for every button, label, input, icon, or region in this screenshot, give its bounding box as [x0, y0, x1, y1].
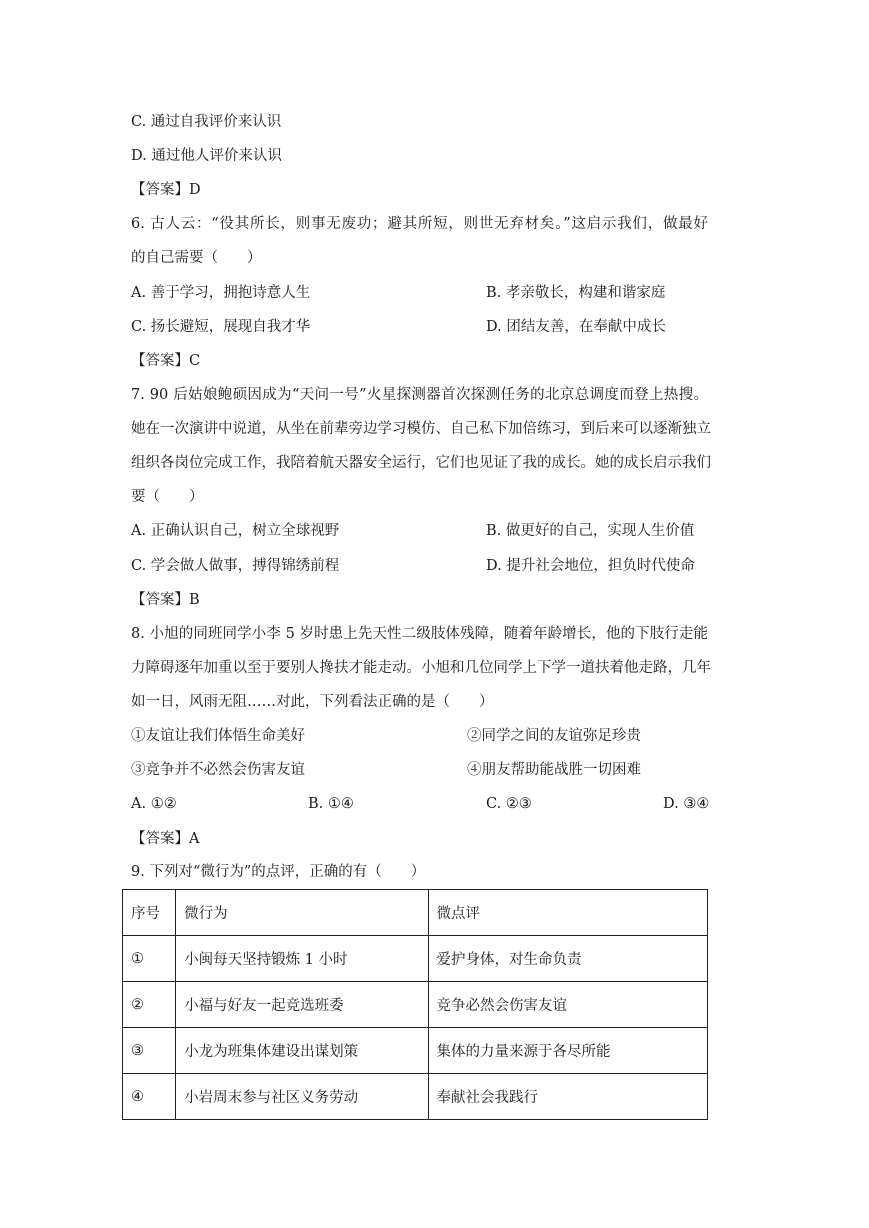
q8-answer: 【答案】A: [131, 831, 200, 847]
table-header-cell: 微行为: [176, 890, 428, 936]
q8-option-d: D. ③④: [663, 796, 710, 812]
q7-stem-line4: 要（ ）: [131, 489, 204, 505]
table-cell: 爱护身体，对生命负责: [428, 936, 708, 982]
q8-statement-4: ④朋友帮助能战胜一切困难: [467, 762, 641, 778]
q7-option-b: B. 做更好的自己，实现人生价值: [486, 523, 695, 539]
q8-stem-line3: 如一日，风雨无阻……对此，下列看法正确的是（ ）: [131, 694, 494, 710]
table-cell: 奉献社会我践行: [428, 1074, 708, 1120]
table-row: [123, 1074, 708, 1120]
table-cell: ②: [123, 982, 176, 1028]
q8-statement-3: ③竞争并不必然会伤害友谊: [131, 762, 305, 778]
table-cell: 小岩周末参与社区义务劳动: [176, 1074, 428, 1120]
q8-stem-line1: 8. 小旭的同班同学小李 5 岁时患上先天性二级肢体残障，随着年龄增长，他的下肢行走能: [131, 626, 708, 642]
table-header-row: [123, 890, 708, 936]
table-cell: 集体的力量来源于各尽所能: [428, 1028, 708, 1074]
table-cell: ①: [123, 936, 176, 982]
table-header-cell: 微点评: [428, 890, 708, 936]
q5-option-c: C. 通过自我评价来认识: [131, 114, 282, 130]
q6-option-b: B. 孝亲敬长，构建和谐家庭: [486, 285, 666, 301]
q8-statement-1: ①友谊让我们体悟生命美好: [131, 728, 305, 744]
q7-option-d: D. 提升社会地位，担负时代使命: [486, 558, 695, 574]
table-row: [123, 982, 708, 1028]
table-cell: ④: [123, 1074, 176, 1120]
table-cell: 小龙为班集体建设出谋划策: [176, 1028, 428, 1074]
q7-stem-line2: 她在一次演讲中说道，从坐在前辈旁边学习模仿、自己私下加倍练习，到后来可以逐渐独立: [131, 421, 711, 437]
q7-stem-line1: 7. 90 后姑娘鲍硕因成为“天问一号”火星探测器首次探测任务的北京总调度而登上热搜。: [131, 387, 708, 403]
q6-answer: 【答案】C: [131, 353, 201, 369]
q5-option-d: D. 通过他人评价来认识: [131, 148, 282, 164]
table-row: [123, 1028, 708, 1074]
q7-option-c: C. 学会做人做事，搏得锦绣前程: [131, 558, 340, 574]
table-cell: 小福与好友一起竞选班委: [176, 982, 428, 1028]
table-cell: ③: [123, 1028, 176, 1074]
table-header-cell: 序号: [123, 890, 176, 936]
q7-stem-line3: 组织各岗位完成工作，我陪着航天器安全运行，它们也见证了我的成长。她的成长启示我们: [131, 455, 711, 471]
q7-answer: 【答案】B: [131, 592, 200, 608]
table-row: [123, 936, 708, 982]
q8-option-a: A. ①②: [131, 796, 177, 812]
q9-table: [122, 889, 708, 1120]
q7-option-a: A. 正确认识自己，树立全球视野: [131, 523, 340, 539]
q6-option-c: C. 扬长避短，展现自我才华: [131, 319, 311, 335]
q5-answer: 【答案】D: [131, 182, 201, 198]
q8-option-b: B. ①④: [308, 796, 354, 812]
q6-stem-line1: 6. 古人云：“役其所长，则事无废功；避其所短，则世无弃材矣。”这启示我们，做最好: [131, 216, 708, 232]
table-cell: 小闽每天坚持锻炼 1 小时: [176, 936, 428, 982]
q8-statement-2: ②同学之间的友谊弥足珍贵: [467, 728, 641, 744]
q8-stem-line2: 力障碍逐年加重以至于要别人搀扶才能走动。小旭和几位同学上下学一道扶着他走路，几年: [131, 660, 711, 676]
q6-option-d: D. 团结友善，在奉献中成长: [486, 319, 666, 335]
q6-option-a: A. 善于学习，拥抱诗意人生: [131, 285, 311, 301]
q6-stem-line2: 的自己需要（ ）: [131, 250, 262, 266]
q9-stem: 9. 下列对“微行为”的点评，正确的有（ ）: [131, 864, 426, 880]
q8-option-c: C. ②③: [486, 796, 532, 812]
table-cell: 竞争必然会伤害友谊: [428, 982, 708, 1028]
